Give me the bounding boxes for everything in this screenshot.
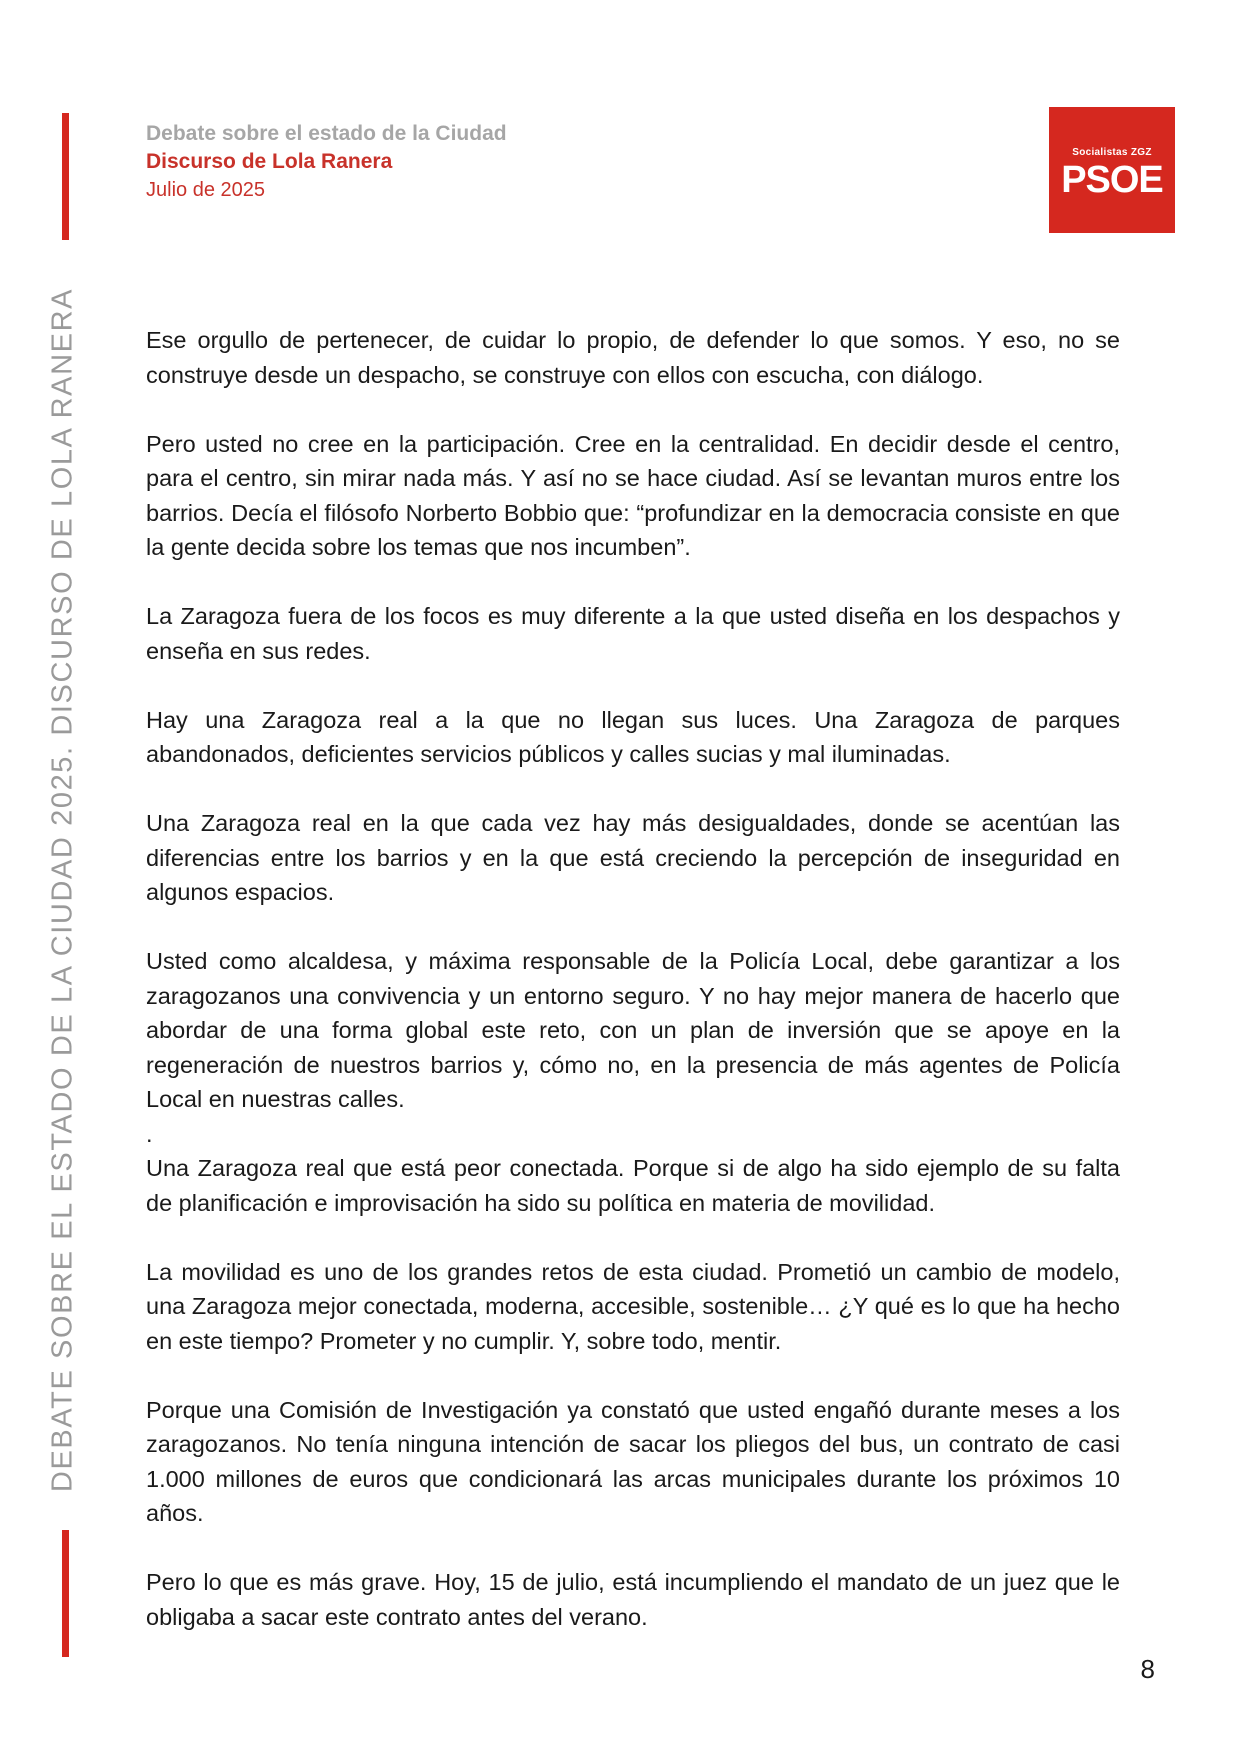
psoe-logo [1049,107,1175,233]
paragraph: Usted como alcaldesa, y máxima responsable de la Policía Local, debe garantizar a los zaragozanos una convivencia y un entorno seguro. Y no hay mejor manera de hacerlo que abordar de una forma global este reto, con un plan de inversión que se apoye en la regeneración de nuestros barrios y, cómo no, en la presencia de más agentes de Policía Local en nuestras calles. [146,948,1120,1112]
paragraph: Pero usted no cree en la participación. Cree en la centralidad. En decidir desde el centro, para el centro, sin mirar nada más. Y así no se hace ciudad. Así se levantan muros entre los barrios. Decía el filósofo Norberto Bobbio que: “profundizar en la democracia consiste en que la gente decida sobre los temas que nos incumben”. [146,430,1120,560]
top-accent-bar [62,113,69,240]
logo-wordmark: PSOE [1061,159,1163,201]
document-header [146,120,507,204]
header-date: Julio de 2025 [146,179,265,201]
paragraph: Una Zaragoza real que está peor conectada. Porque si de algo ha sido ejemplo de su falta de planificación e improvisación ha sido su política en materia de movilidad. [146,1155,1120,1216]
header-event-title: Debate sobre el estado de la Ciudad [146,122,507,145]
paragraph: La Zaragoza fuera de los focos es muy diferente a la que usted diseña en los despachos y enseña en sus redes. [146,603,1120,664]
paragraph: Ese orgullo de pertenecer, de cuidar lo propio, de defender lo que somos. Y eso, no se construye desde un despacho, se construye con ellos con escucha, con diálogo. [146,327,1120,388]
sidebar-vertical-title: DEBATE SOBRE EL ESTADO DE LA CIUDAD 2025. DISCURSO DE LOLA RANERA [46,287,79,1493]
logo-subtitle: Socialistas ZGZ [1072,147,1152,158]
header-speech-title: Discurso de Lola Ranera [146,150,393,173]
speech-body [146,323,1120,1669]
paragraph: Porque una Comisión de Investigación ya constató que usted engañó durante meses a los zaragozanos. No tenía ninguna intención de sacar los pliegos del bus, un contrato de casi 1.000 millones de euros que condicionará las arcas municipales durante los próximos 10 años. [146,1396,1120,1526]
stray-dot: . [146,1120,153,1147]
paragraph: Hay una Zaragoza real a la que no llegan sus luces. Una Zaragoza de parques abandonados, deficientes servicios públicos y calles sucias y mal iluminadas. [146,706,1120,767]
bottom-accent-bar [62,1530,69,1657]
paragraph: Pero lo que es más grave. Hoy, 15 de julio, está incumpliendo el mandato de un juez que le obligaba a sacar este contrato antes del verano. [146,1569,1120,1630]
paragraph: La movilidad es uno de los grandes retos de esta ciudad. Prometió un cambio de modelo, una Zaragoza mejor conectada, moderna, accesible, sostenible… ¿Y qué es lo que ha hecho en este tiempo? Prometer y no cumplir. Y, sobre todo, mentir. [146,1258,1120,1354]
page-number: 8 [1140,1654,1155,1684]
paragraph: Una Zaragoza real en la que cada vez hay más desigualdades, donde se acentúan las diferencias entre los barrios y en la que está creciendo la percepción de inseguridad en algunos espacios. [146,810,1120,905]
